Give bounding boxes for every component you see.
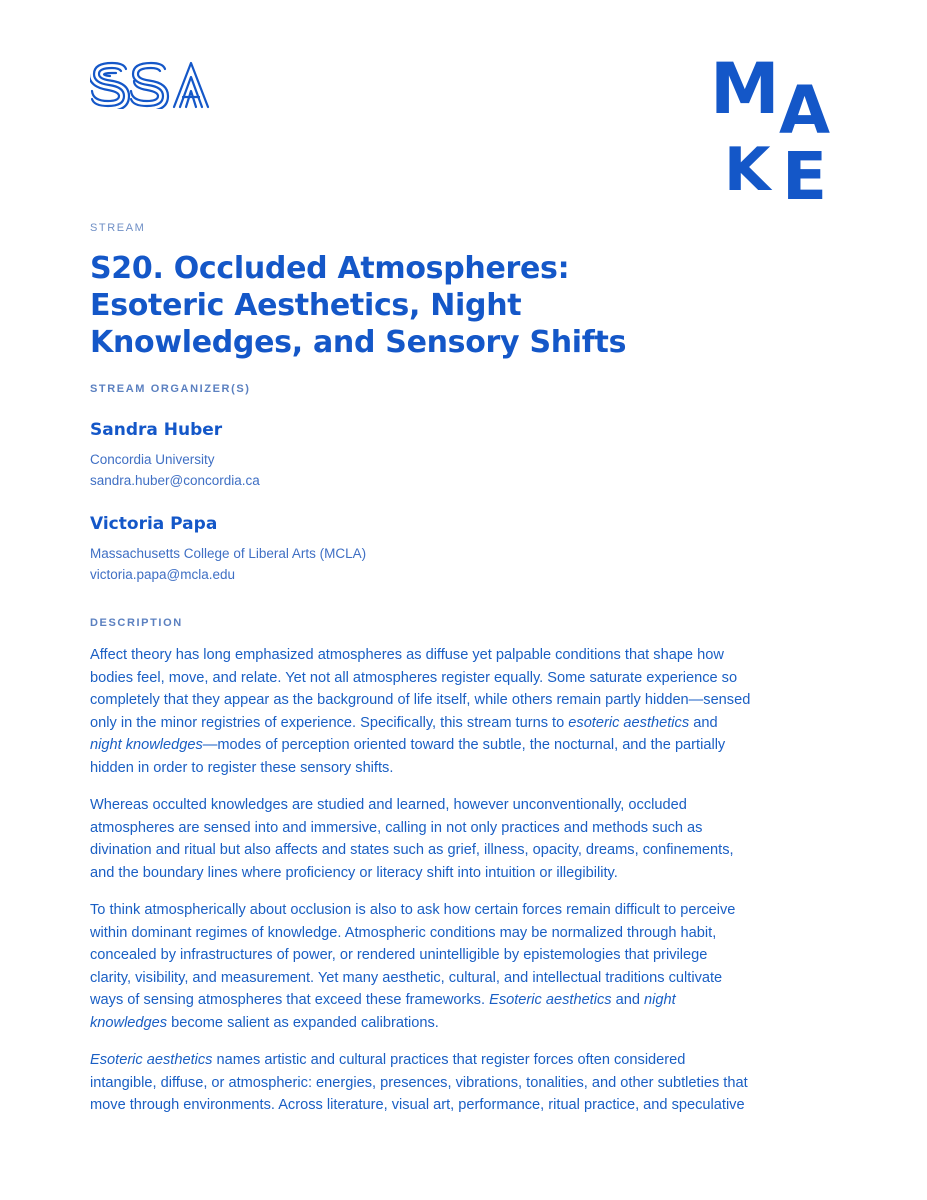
description-paragraph [90, 899, 840, 1034]
organizer-card [90, 419, 790, 491]
title-line: S20. Occluded Atmospheres: [90, 251, 570, 286]
text-line [90, 1012, 840, 1035]
text-line [90, 734, 840, 757]
text-run: and [611, 992, 645, 1008]
title-line: Knowledges, and Sensory Shifts [90, 325, 627, 360]
emphasis-text: Esoteric aesthetics [90, 1052, 213, 1068]
text-run: become salient as expanded calibrations. [167, 1014, 439, 1031]
emphasis-text: Esoteric aesthetics [489, 992, 612, 1008]
organizer-card [90, 513, 790, 585]
text-line: intangible, diffuse, or atmospheric: energies, presences, vibrations, tonalities, and other subtleties that [90, 1074, 748, 1091]
page-title [90, 250, 790, 361]
text-line: clarity, visibility, and measurement. Yet many aesthetic, cultural, and intellectual traditions cultivate [90, 969, 723, 986]
text-line: within dominant regimes of knowledge. Atmospheric conditions may be normalized through habit, [90, 924, 717, 941]
make-letter-m: M [710, 48, 780, 130]
text-line: Whereas occulted knowledges are studied and learned, however unconventionally, occluded [90, 797, 687, 813]
description-paragraph [90, 644, 840, 779]
organizer-affiliation: Concordia University [90, 452, 215, 467]
text-line: move through environments. Across literature, visual art, performance, ritual practice, and speculative [90, 1097, 745, 1113]
text-run: and [689, 714, 718, 731]
text-run: only in the minor registries of experience. Specifically, this stream turns to [90, 714, 569, 731]
make-letter-e: E [782, 138, 828, 215]
text-line: To think atmospherically about occlusion is also to ask how certain forces remain difficult to perceive [90, 902, 736, 918]
emphasis-text: night [644, 992, 676, 1008]
text-line: hidden in order to register these sensory shifts. [90, 759, 394, 776]
stream-label: STREAM [90, 222, 146, 234]
description-paragraph [90, 1049, 840, 1117]
text-line: atmospheres are sensed into and immersive, calling in not only practices and methods such as [90, 819, 703, 836]
description-paragraph [90, 794, 840, 884]
text-line: concealed by infrastructures of power, or rendered unintelligible by epistemologies that privilege [90, 947, 708, 963]
ssa-logo [90, 61, 214, 109]
emphasis-text: night knowledges [90, 737, 203, 753]
organizer-affiliation: Massachusetts College of Liberal Arts (MCLA) [90, 546, 367, 561]
description-label: DESCRIPTION [90, 617, 183, 629]
text-line: bodies feel, move, and relate. Yet not all atmospheres register equally. Some saturate experience so [90, 669, 738, 686]
make-letter-k: K [724, 135, 771, 205]
emphasis-text: knowledges [90, 1014, 168, 1031]
emphasis-text: esoteric aesthetics [568, 714, 690, 731]
text-line: completely that they appear as the background of life itself, while others remain partly hidden—sensed [90, 692, 751, 708]
text-line: and the boundary lines where proficiency or literacy shift into intuition or illegibility. [90, 864, 618, 881]
text-line [90, 1049, 840, 1072]
description-body [90, 644, 840, 1132]
title-line: Esoteric Aesthetics, Night [90, 288, 522, 323]
organizer-name: Sandra Huber [90, 420, 223, 440]
text-line [90, 989, 840, 1012]
organizers-label: STREAM ORGANIZER(S) [90, 383, 251, 395]
make-logo [706, 48, 846, 215]
text-line [90, 712, 840, 735]
organizer-name: Victoria Papa [90, 514, 218, 534]
make-letter-a: A [779, 72, 831, 149]
text-line: divination and ritual but also affects and states such as grief, illness, opacity, dreams, confinements, [90, 842, 734, 858]
text-line: Affect theory has long emphasized atmospheres as diffuse yet palpable conditions that shape how [90, 647, 724, 663]
text-run: —modes of perception oriented toward the subtle, the nocturnal, and the partially [202, 737, 726, 753]
text-run: ways of sensing atmospheres that exceed these frameworks. [90, 992, 490, 1008]
organizer-email[interactable]: victoria.papa@mcla.edu [90, 567, 236, 582]
organizer-email[interactable]: sandra.huber@concordia.ca [90, 473, 260, 488]
text-run: names artistic and cultural practices that register forces often considered [212, 1052, 686, 1068]
